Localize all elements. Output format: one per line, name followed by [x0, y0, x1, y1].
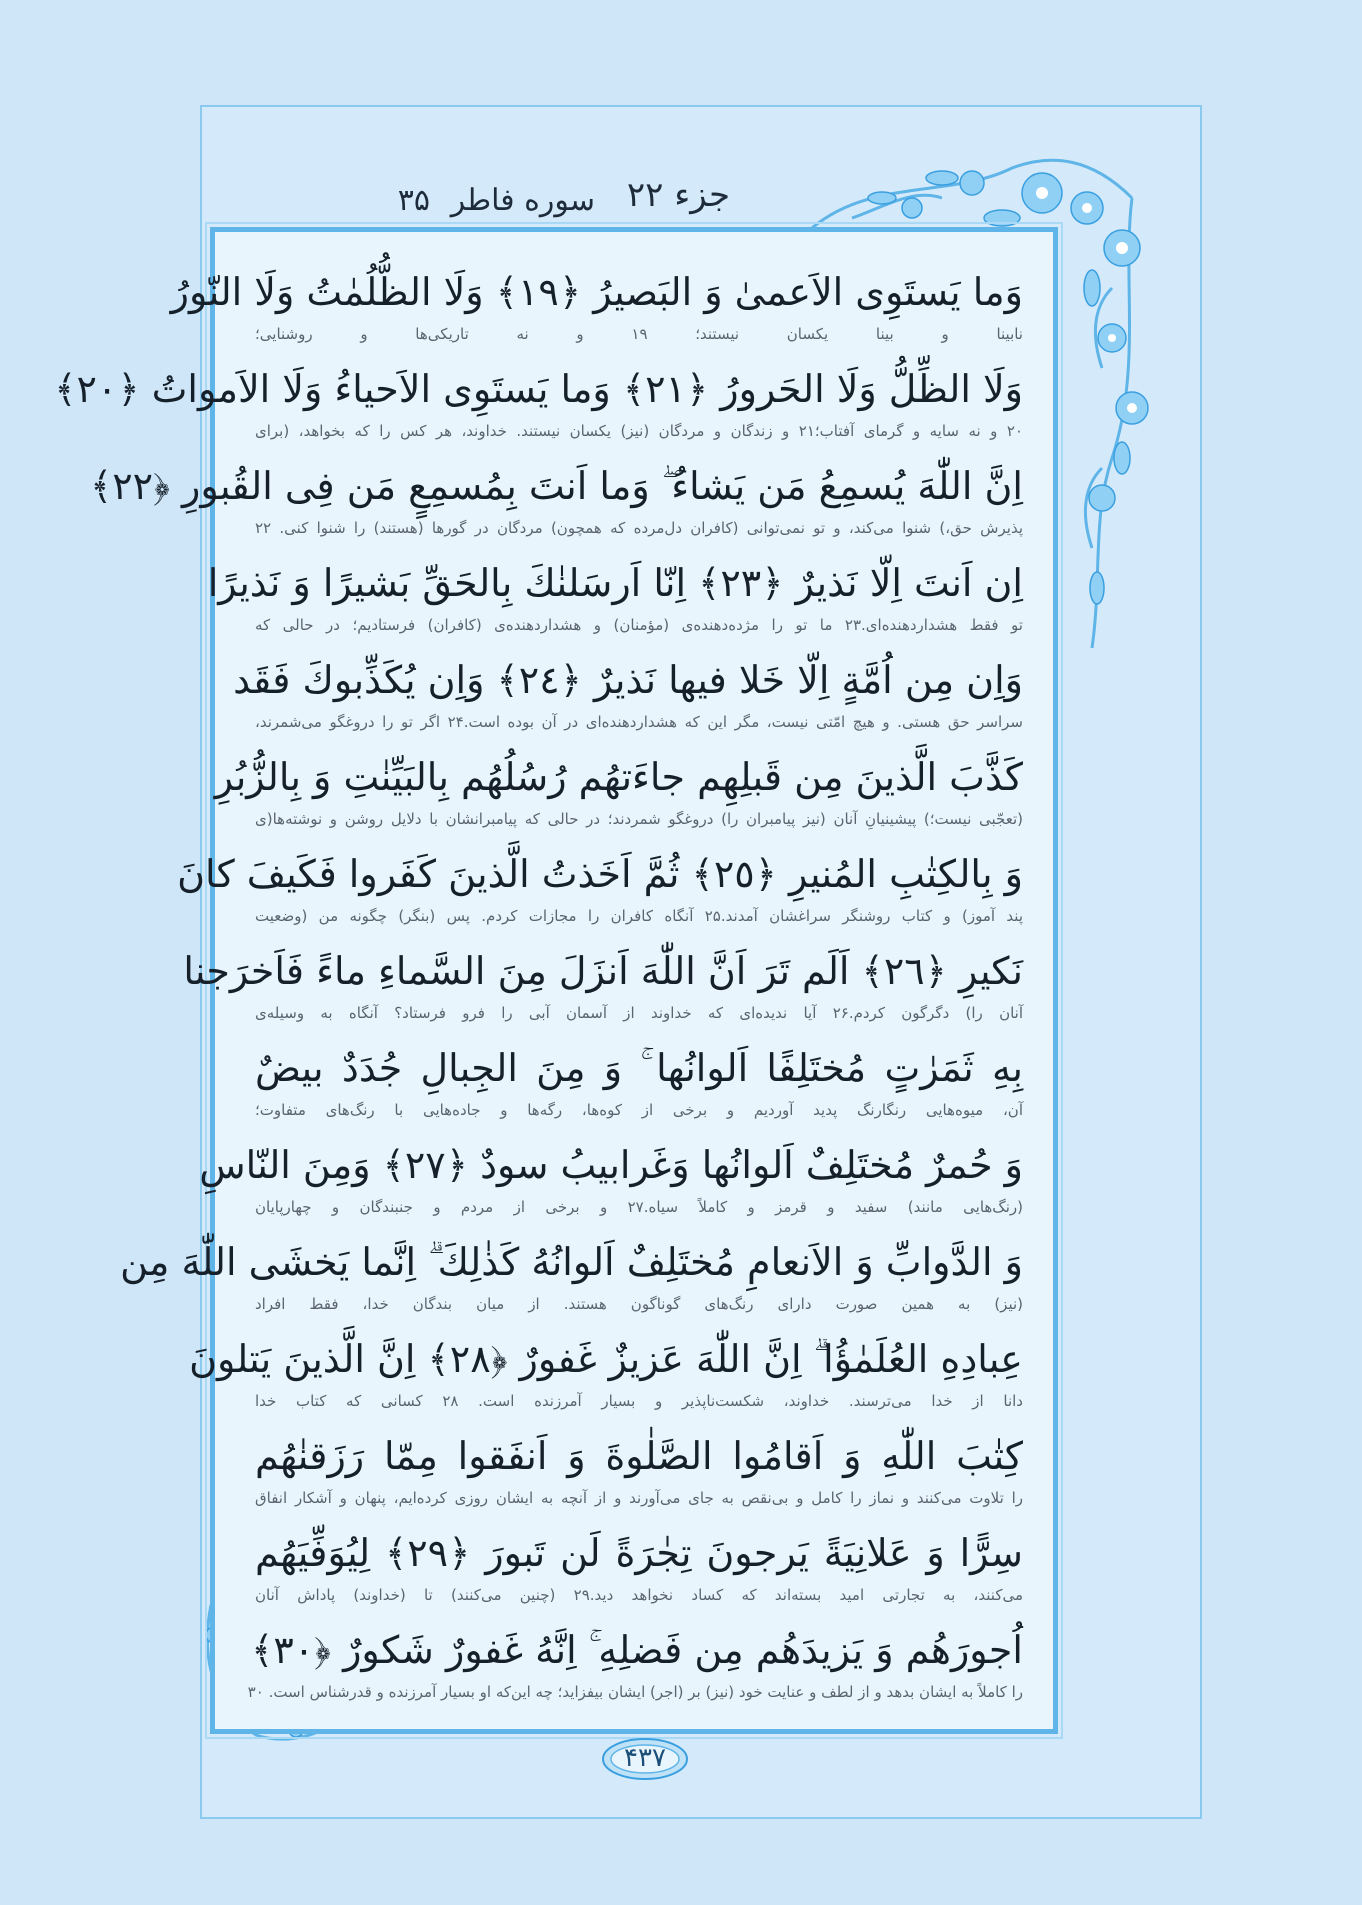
verse-line — [247, 1620, 1023, 1717]
arabic-text: وَلَا الظِّلُّ وَلَا الحَرورُ ﴿٢١﴾ وَما يَستَوِى الاَحياءُ وَلَا الاَمواتُ ﴿٢٠﴾ — [54, 367, 1023, 411]
arabic-text: وَ بِالكِتٰبِ المُنيرِ ﴿٢٥﴾ ثُمَّ اَخَذتُ الَّذينَ كَفَروا فَكَيفَ كانَ — [177, 852, 1023, 896]
persian-translation: (رنگ‌هایی مانند) سفید و قرمز و کاملاً سیاه.۲۷ و برخی از مردم و جنبندگان و چهارپایان — [255, 1198, 1023, 1216]
arabic-text: بِهِ ثَمَرٰتٍ مُختَلِفًا اَلوانُها ۚ وَ مِنَ الجِبالِ جُدَدٌ بيضٌ — [255, 1046, 1023, 1090]
verse-line — [207, 553, 1023, 650]
verse-line — [255, 1523, 1023, 1620]
arabic-text: نَكيرِ ﴿٢٦﴾ اَلَم تَرَ اَنَّ اللّٰهَ اَنزَلَ مِنَ السَّماءِ ماءً فَاَخرَجنا — [183, 949, 1023, 993]
arabic-text: اُجورَهُم وَ يَزيدَهُم مِن فَضلِهِ ۚ اِنَّهُ غَفورٌ شَكورٌ ﴿٣٠﴾ — [251, 1628, 1023, 1672]
arabic-text: وَ حُمرٌ مُختَلِفٌ اَلوانُها وَغَرابيبُ سودٌ ﴿٢٧﴾ وَمِنَ النّاسِ — [199, 1143, 1023, 1187]
verse-line — [214, 747, 1023, 844]
verse-line — [177, 844, 1023, 941]
verse-line — [54, 359, 1023, 456]
arabic-text: عِبادِهِ العُلَمٰؤُا ۗ اِنَّ اللّٰهَ عَزيزٌ غَفورٌ ﴿٢٨﴾ اِنَّ الَّذينَ يَتلونَ — [189, 1337, 1023, 1381]
verse-line — [189, 1329, 1023, 1426]
persian-translation: (نیز) به همین صورت دارای رنگ‌های گوناگون هستند. از میان بندگان خدا، فقط افراد — [255, 1295, 1023, 1313]
persian-translation: را کاملاً به ایشان بدهد و از لطف و عنایت خود (نیز) بر (اجر) ایشان بیفزاید؛ چه این‌که او بسیار آمرزنده و قدرشناس است. ۳۰ — [247, 1683, 1023, 1701]
persian-translation: پذیرش حق،) شنوا می‌کند، و تو نمی‌توانی (کافران دل‌مرده که همچون) مردگان در گورها (هستند) را شنوا کنی. ۲۲ — [255, 519, 1023, 537]
page-number-badge — [600, 1735, 690, 1783]
arabic-text: اِن اَنتَ اِلّا نَذيرٌ ﴿٢٣﴾ اِنّا اَرسَلنٰكَ بِالحَقِّ بَشيرًا وَ نَذيرًا — [207, 561, 1023, 605]
verse-line — [183, 941, 1024, 1038]
verse-line — [199, 1135, 1023, 1232]
verse-line — [255, 1426, 1023, 1523]
verse-line — [170, 262, 1023, 359]
surah-name: سوره فاطر — [450, 183, 595, 218]
persian-translation: نابینا و بینا یکسان نیستند؛ ۱۹ و نه تاریکی‌ها و روشنایی؛ — [255, 325, 1023, 343]
arabic-text: وَاِن مِن اُمَّةٍ اِلّا خَلا فيها نَذيرٌ ﴿٢٤﴾ وَاِن يُكَذِّبوكَ فَقَد — [233, 658, 1023, 702]
persian-translation: را تلاوت می‌کنند و نماز را کامل و بی‌نقص به جای می‌آورند و از آنچه به ایشان روزی کرده‌ایم، پنهان و آشکار انفاق — [255, 1489, 1023, 1507]
arabic-text: كَذَّبَ الَّذينَ مِن قَبلِهِم جاءَتهُم رُسُلُهُم بِالبَيِّنٰتِ وَ بِالزُّبُرِ — [214, 755, 1023, 799]
verse-line — [255, 1038, 1023, 1135]
persian-translation: دانا از خدا می‌ترسند. خداوند، شکست‌ناپذیر و بسیار آمرزنده است. ۲۸ کسانی که کتاب خدا — [255, 1392, 1023, 1410]
persian-translation: (تعجّبی نیست؛) پیشینیانِ آنان (نیز پیامبران را) دروغگو شمردند؛ در حالی که پیامبرانشان با دلایل روشن و نوشته‌ها(ی — [255, 810, 1023, 828]
persian-translation: تو فقط هشداردهنده‌ای.۲۳ ما تو را مژده‌دهنده‌ی (مؤمنان) و هشداردهنده‌ی (کافران) فرستادیم؛ در حالی که — [255, 616, 1023, 634]
verse-line — [120, 1232, 1023, 1329]
surah-page-number: ۳۵ — [397, 183, 430, 218]
arabic-text: كِتٰبَ اللّٰهِ وَ اَقامُوا الصَّلٰوةَ وَ اَنفَقوا مِمّا رَزَقنٰهُم — [255, 1434, 1023, 1478]
persian-translation: پند آموز) و کتاب روشنگر سراغشان آمدند.۲۵ آنگاه کافران را مجازات کردم. پس (بنگر) چگونه من (وضعیت — [255, 907, 1023, 925]
arabic-text: اِنَّ اللّٰهَ يُسمِعُ مَن يَشاءُ ۖ وَما اَنتَ بِمُسمِعٍ مَن فِى القُبورِ ﴿٢٢﴾ — [89, 464, 1023, 508]
page-number: ۴۳۷ — [624, 1743, 666, 1773]
persian-translation: می‌کنند، به تجارتی امید بسته‌اند که کساد نخواهد دید.۲۹ (چنین می‌کنند) تا (خداوند) پاداش آنان — [255, 1586, 1023, 1604]
verses-block — [54, 262, 1024, 1717]
persian-translation: سراسر حق هستی. و هیچ امّتی نیست، مگر این که هشداردهنده‌ای در آن بوده است.۲۴ اگر تو را دروغگو می‌شمرند، — [255, 713, 1023, 731]
arabic-text: وَما يَستَوِى الاَعمىٰ وَ البَصيرُ ﴿١٩﴾ وَلَا الظُّلُمٰتُ وَلَا النّورُ — [170, 270, 1023, 314]
persian-translation: ۲۰ و نه سایه و گرمای آفتاب؛۲۱ و زندگان و مردگان (نیز) یکسان نیستند. خداوند، هر کس را که بخواهد، (برای — [255, 422, 1023, 440]
page-header — [370, 175, 730, 225]
text-frame — [54, 227, 1058, 1734]
verse-line — [233, 650, 1023, 747]
arabic-text: سِرًّا وَ عَلانِيَةً يَرجونَ تِجٰرَةً لَن تَبورَ ﴿٢٩﴾ لِيُوَفِّيَهُم — [255, 1531, 1023, 1575]
juz-label: جزء ۲۲ — [626, 175, 730, 215]
persian-translation: آنان را) دگرگون کردم.۲۶ آیا ندیده‌ای که خداوند از آسمان آبی را فرو فرستاد؟ آنگاه به وسیله‌ی — [255, 1004, 1024, 1022]
persian-translation: آن، میوه‌هایی رنگارنگ پدید آوردیم و برخی از کوه‌ها، رگه‌ها و جاده‌هایی با رنگ‌های متفاوت؛ — [255, 1101, 1023, 1119]
verse-line — [89, 456, 1023, 553]
arabic-text: وَ الدَّوابِّ وَ الاَنعامِ مُختَلِفٌ اَلوانُهُ كَذٰلِكَ ۗ اِنَّما يَخشَى اللّٰهَ مِن — [120, 1240, 1023, 1284]
